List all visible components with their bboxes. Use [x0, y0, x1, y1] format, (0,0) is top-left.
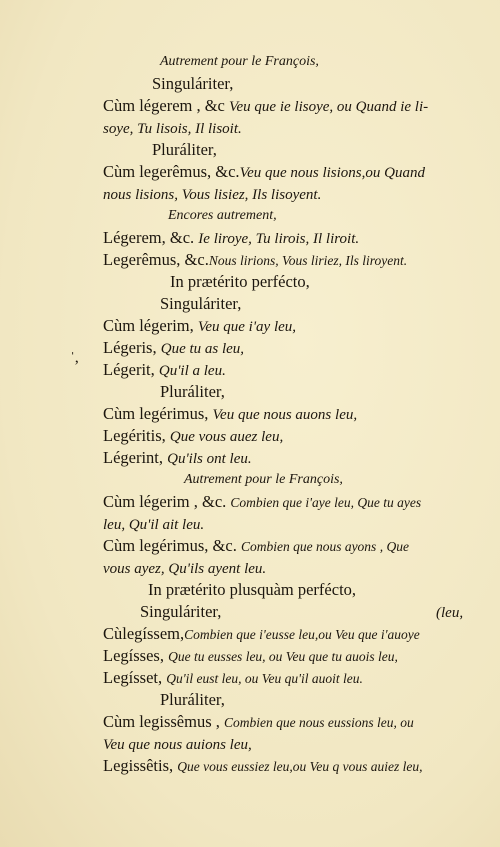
text-line: Cùm légerim, Veu que i'ay leu,: [103, 316, 297, 335]
text-line: Legerêmus, &c.Nous lirions, Vous liriez, Ils liroyent.: [103, 250, 408, 269]
text-line: Legísses, Que tu eusses leu, ou Veu que tu auois leu,: [103, 646, 398, 665]
heading-preterito-perfecto: In prætérito perfécto,: [170, 272, 310, 291]
text-line: Légerem, &c. Ie liroye, Tu lirois, Il liroit.: [103, 228, 360, 247]
label-singulariter-2: Singuláriter,: [160, 294, 242, 313]
text-line: Veu que nous auions leu,: [103, 737, 252, 753]
text-line: Cùlegíssem,Combien que i'eusse leu,ou Veu que i'auoye: [103, 624, 420, 643]
text-line: Légeris, Que tu as leu,: [103, 338, 245, 357]
margin-mark: ˌ: [70, 338, 76, 355]
text-line: soye, Tu lisois, Il lisoit.: [103, 121, 242, 137]
text-line: Cùm légerem , &c Veu que ie lisoye, ou Quand ie li-: [103, 96, 429, 115]
heading-autrement-2: Autrement pour le François,: [184, 472, 343, 487]
heading-encores-autrement: Encores autrement,: [168, 208, 277, 223]
text-line: Legissêtis, Que vous eussiez leu,ou Veu q vous auiez leu,: [103, 756, 423, 775]
text-line: Légerint, Qu'ils ont leu.: [103, 448, 252, 467]
overflow-leu: (leu,: [436, 605, 464, 621]
text-line: nous lisions, Vous lisiez, Ils lisoyent.: [103, 187, 322, 203]
text-line: Cùm legérimus, Veu que nous auons leu,: [103, 404, 358, 423]
heading-autrement-1: Autrement pour le François,: [160, 54, 319, 69]
label-pluraliter-1: Pluráliter,: [152, 140, 217, 159]
text-line: vous ayez, Qu'ils ayent leu.: [103, 561, 267, 577]
text-line: leu, Qu'il ait leu.: [103, 517, 205, 533]
margin-mark: ʼ: [74, 358, 80, 375]
heading-plusquam-perfecto: In prætérito plusquàm perfécto,: [148, 580, 357, 599]
text-line: Cùm legissêmus , Combien que nous eussions leu, ou: [103, 712, 414, 731]
text-line: Cùm légerim , &c. Combien que i'aye leu, Que tu ayes: [103, 492, 422, 511]
text-line: Cùm legérimus, &c. Combien que nous ayons , Que: [103, 536, 409, 555]
label-singulariter-1: Singuláriter,: [152, 74, 234, 93]
text-line: Legéritis, Que vous auez leu,: [103, 426, 284, 445]
text-line: Cùm legerêmus, &c.Veu que nous lisions,ou Quand: [103, 162, 425, 181]
text-line: Legísset, Qu'il eust leu, ou Veu qu'il auoit leu.: [103, 668, 363, 687]
label-pluraliter-3: Pluráliter,: [160, 690, 225, 709]
label-pluraliter-2: Pluráliter,: [160, 382, 225, 401]
text-line: Légerit, Qu'il a leu.: [103, 360, 226, 379]
label-singulariter-3: Singuláriter,: [140, 602, 222, 621]
